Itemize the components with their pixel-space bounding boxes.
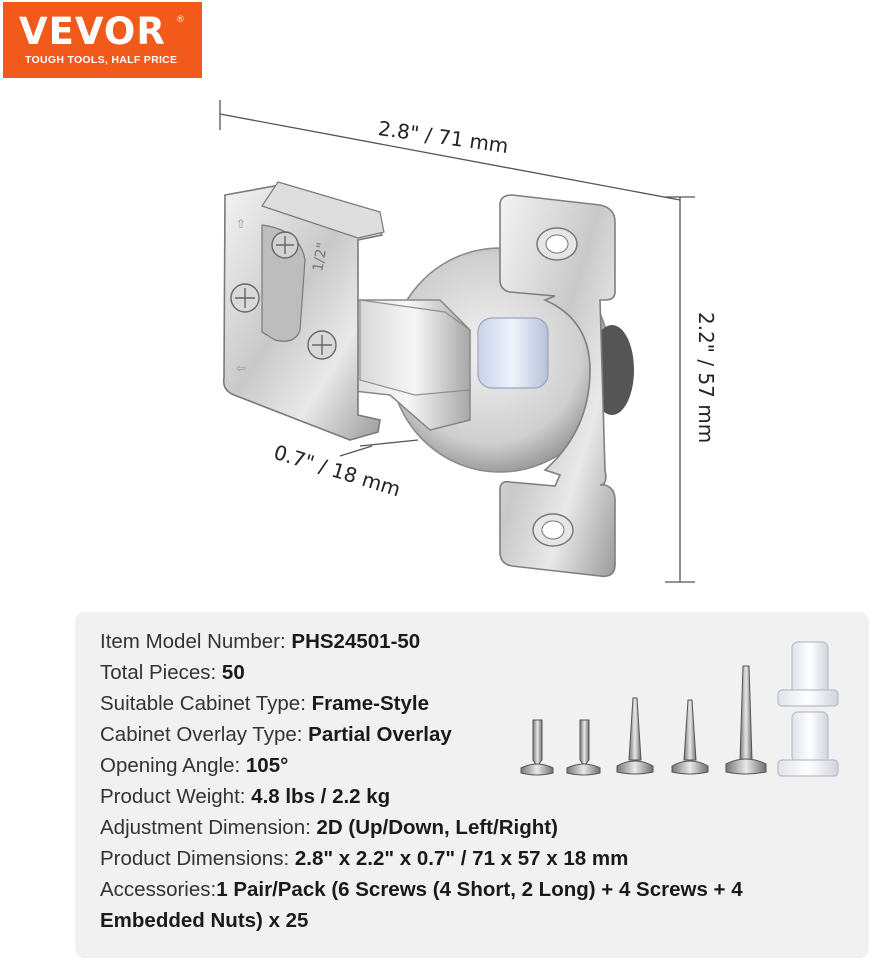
svg-text:⇧: ⇧ <box>236 217 247 231</box>
length-dimension-label: 2.8" / 71 mm <box>376 116 510 159</box>
svg-text:1/2": 1/2" <box>310 241 331 273</box>
spec-value: Partial Overlay <box>308 723 452 746</box>
spec-value: 4.8 lbs / 2.2 kg <box>251 785 391 808</box>
spec-label: Total Pieces: <box>100 661 222 684</box>
spec-value: 2D (Up/Down, Left/Right) <box>316 816 558 839</box>
short-screw <box>672 700 708 774</box>
spec-label: Product Dimensions: <box>100 847 295 870</box>
height-dimension-label: 2.2" / 57 mm <box>694 312 718 444</box>
spec-value: 105° <box>245 754 289 777</box>
brand-name: VEVOR <box>19 10 166 53</box>
depth-dimension-label: 0.7" / 18 mm <box>270 440 404 502</box>
brand-tagline: TOUGH TOOLS, HALF PRICE <box>25 54 178 66</box>
spec-value: Frame-Style <box>311 692 429 715</box>
spec-label: Accessories: <box>100 878 217 901</box>
short-screw <box>567 720 600 775</box>
long-screw <box>726 666 766 774</box>
short-screw <box>617 698 653 774</box>
spec-label: Cabinet Overlay Type: <box>100 723 309 746</box>
spec-value: 2.8" x 2.2" x 0.7" / 71 x 57 x 18 mm <box>294 847 629 870</box>
spec-value: 50 <box>221 661 245 684</box>
spec-value: PHS24501-50 <box>291 630 421 653</box>
embedded-nut <box>778 642 838 706</box>
spec-label: Suitable Cabinet Type: <box>100 692 312 715</box>
spec-label: Product Weight: <box>100 785 252 808</box>
spec-value: 1 Pair/Pack (6 Screws (4 Short, 2 Long) + 4 Screws + 4 Embedded Nuts) x 25 <box>100 878 743 932</box>
spec-label: Item Model Number: <box>100 630 292 653</box>
short-screw <box>521 720 553 775</box>
spec-label: Opening Angle: <box>100 754 246 777</box>
embedded-nut <box>778 712 838 776</box>
svg-text:⇦: ⇦ <box>236 361 247 375</box>
registered-mark: ® <box>177 14 184 24</box>
spec-label: Adjustment Dimension: <box>100 816 317 839</box>
